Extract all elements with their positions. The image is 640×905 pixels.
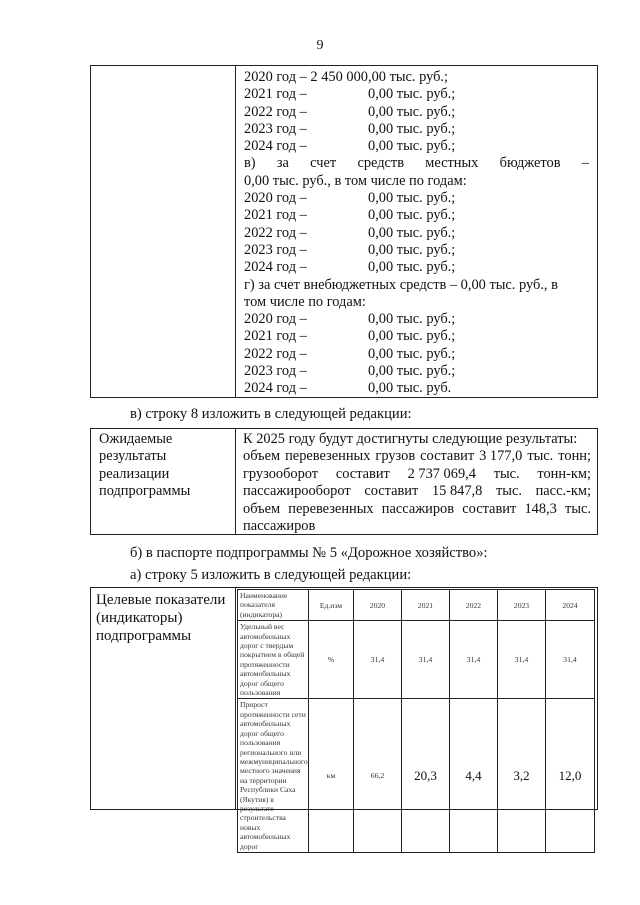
paragraph-row8: в) строку 8 изложить в следующей редакции:	[130, 406, 412, 422]
funding-line: 2023 год – 0,00 тыс. руб.;	[244, 120, 456, 137]
indicators-header-row	[238, 590, 595, 621]
table-row	[238, 699, 595, 853]
indicator-value: 31,4	[450, 621, 498, 699]
offbudget-heading-2: том числе по годам:	[244, 293, 366, 310]
header-year: 2022	[450, 590, 498, 621]
offbudget-line: 2023 год – 0,00 тыс. руб.;	[244, 363, 456, 380]
indicator-unit: %	[309, 621, 354, 699]
header-name: Наименование показателя (индикатора)	[238, 590, 309, 621]
funding-lines	[244, 69, 594, 398]
indicator-value: 12,0	[546, 699, 595, 853]
indicator-name: Удельный вес автомобильных дорог с твердым покрытием в общей протяженности автомобильных дорог общего пользования	[238, 621, 309, 699]
results-text: К 2025 году будут достигнуты следующие результаты: объем перевезенных грузов составит 3 177,0 тыс. тонн; грузооборот составит 2 737 069,4 тыс. тонн-км; пассажирооборот составит 15 847,8 тыс. пасс.-км; объем перевезенных пассажиров составит 148,3 тыс. пассажиров	[243, 431, 591, 535]
indicators-inner-table	[237, 589, 595, 853]
local-line: 2021 год – 0,00 тыс. руб.;	[244, 207, 456, 224]
page-number: 9	[316, 38, 324, 53]
offbudget-line: 2020 год – 0,00 тыс. руб.;	[244, 311, 456, 328]
local-line: 2020 год – 0,00 тыс. руб.;	[244, 190, 456, 207]
indicator-value: 31,4	[546, 621, 595, 699]
paragraph-passport: б) в паспорте подпрограммы № 5 «Дорожное хозяйство»:	[130, 545, 488, 561]
local-line: 2023 год – 0,00 тыс. руб.;	[244, 241, 456, 258]
funding-line: 2022 год – 0,00 тыс. руб.;	[244, 103, 456, 120]
paragraph-row5: а) строку 5 изложить в следующей редакции:	[130, 567, 412, 583]
indicator-value: 31,4	[498, 621, 546, 699]
indicator-value: 66,2	[354, 699, 402, 853]
offbudget-line: 2024 год – 0,00 тыс. руб.	[244, 380, 452, 397]
header-unit: Ед.изм	[309, 590, 354, 621]
funding-line: 2021 год – 0,00 тыс. руб.;	[244, 86, 456, 103]
local-heading: в) за счет средств местных бюджетов –	[244, 155, 589, 172]
header-year: 2023	[498, 590, 546, 621]
offbudget-line: 2021 год – 0,00 тыс. руб.;	[244, 328, 456, 345]
indicator-value: 20,3	[402, 699, 450, 853]
indicator-value: 4,4	[450, 699, 498, 853]
funding-table	[90, 65, 598, 398]
results-table	[90, 428, 598, 535]
funding-line: 2020 год – 2 450 000,00 тыс. руб.;	[244, 69, 449, 85]
offbudget-line: 2022 год – 0,00 тыс. руб.;	[244, 345, 456, 362]
local-line: 2022 год – 0,00 тыс. руб.;	[244, 224, 456, 241]
header-year: 2020	[354, 590, 402, 621]
indicators-label: Целевые показатели (индикаторы) подпрограммы	[96, 592, 226, 644]
indicator-name: Прирост протяженности сети автомобильных дорог общего пользования регионального или межмуниципального, местного значения на территории Республики Саха (Якутия) в результате строительства новых автомобильных дорог	[238, 699, 309, 853]
indicator-unit: км	[309, 699, 354, 853]
table-row	[238, 621, 595, 699]
header-year: 2021	[402, 590, 450, 621]
header-year: 2024	[546, 590, 595, 621]
local-heading-2: 0,00 тыс. руб., в том числе по годам:	[244, 172, 467, 189]
indicator-value: 31,4	[402, 621, 450, 699]
offbudget-heading: г) за счет внебюджетных средств – 0,00 тыс. руб., в	[244, 276, 558, 293]
indicator-value: 31,4	[354, 621, 402, 699]
funding-line: 2024 год – 0,00 тыс. руб.;	[244, 138, 456, 155]
results-label: Ожидаемые результаты реализации подпрограммы	[99, 431, 191, 500]
indicator-value: 3,2	[498, 699, 546, 853]
local-line: 2024 год – 0,00 тыс. руб.;	[244, 259, 456, 276]
